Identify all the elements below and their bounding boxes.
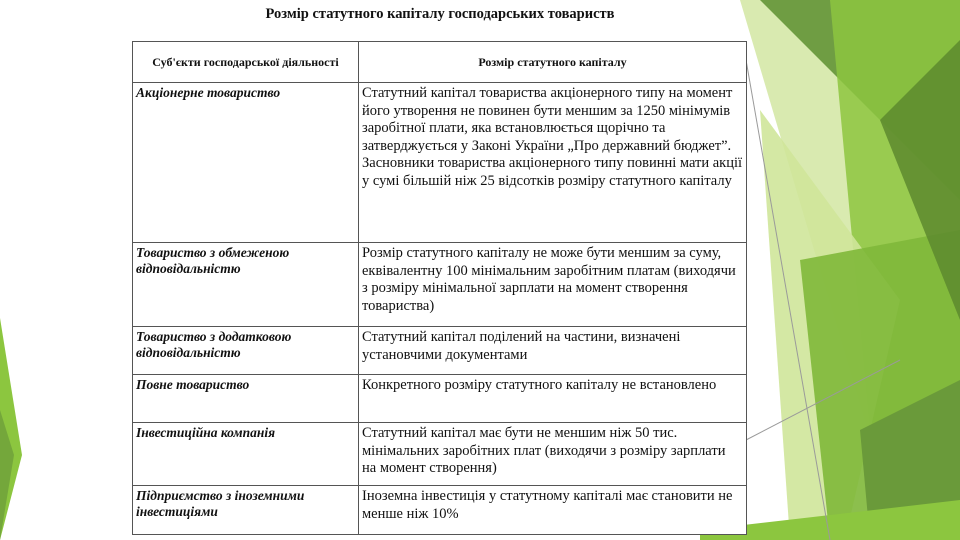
- capital-table: [132, 41, 747, 535]
- left-green-shapes: [0, 318, 22, 540]
- table-row: [133, 423, 747, 486]
- table-header-row: [133, 42, 747, 83]
- requirement-cell: Статутний капітал товариства акціонерного типу на момент його утворення не повинен бути меншим за 1250 мінімумів заробітної плати, яка встановлюється щорічно та затверджується у Законі України „Про державний бюджет”. Засновники товариства акціонерного типу повинні мати акції у сумі більшій ніж 25 відсотків розміру статутного капіталу: [359, 83, 747, 243]
- entity-cell: Повне товариство: [133, 375, 359, 423]
- header-capital-size: Розмір статутного капіталу: [359, 42, 747, 83]
- entity-cell: Інвестиційна компанія: [133, 423, 359, 486]
- page-title: Розмір статутного капіталу господарських товариств: [265, 6, 615, 22]
- requirement-cell: Статутний капітал поділений на частини, визначені установчими документами: [359, 327, 747, 375]
- entity-cell: Акціонерне товариство: [133, 83, 359, 243]
- table-row: [133, 243, 747, 327]
- requirement-cell: Конкретного розміру статутного капіталу не встановлено: [359, 375, 747, 423]
- table-row: [133, 327, 747, 375]
- requirement-cell: Розмір статутного капіталу не може бути меншим за суму, еквівалентну 100 мінімальним заробітним платам (виходячи з розміру мінімальної зарплати на момент створення товариства): [359, 243, 747, 327]
- header-entities: Суб'єкти господарської діяльності: [133, 42, 359, 83]
- table-row: [133, 83, 747, 243]
- entity-cell: Товариство з обмеженою відповідальністю: [133, 243, 359, 327]
- entity-cell: Товариство з додатковою відповідальністю: [133, 327, 359, 375]
- requirement-cell: Іноземна інвестиція у статутному капіталі має становити не менше ніж 10%: [359, 486, 747, 535]
- table-row: [133, 375, 747, 423]
- entity-cell: Підприємство з іноземними інвестиціями: [133, 486, 359, 535]
- table-row: [133, 486, 747, 535]
- requirement-cell: Статутний капітал має бути не меншим ніж 50 тис. мінімальних заробітних плат (виходячи з розміру зарплати на момент створення): [359, 423, 747, 486]
